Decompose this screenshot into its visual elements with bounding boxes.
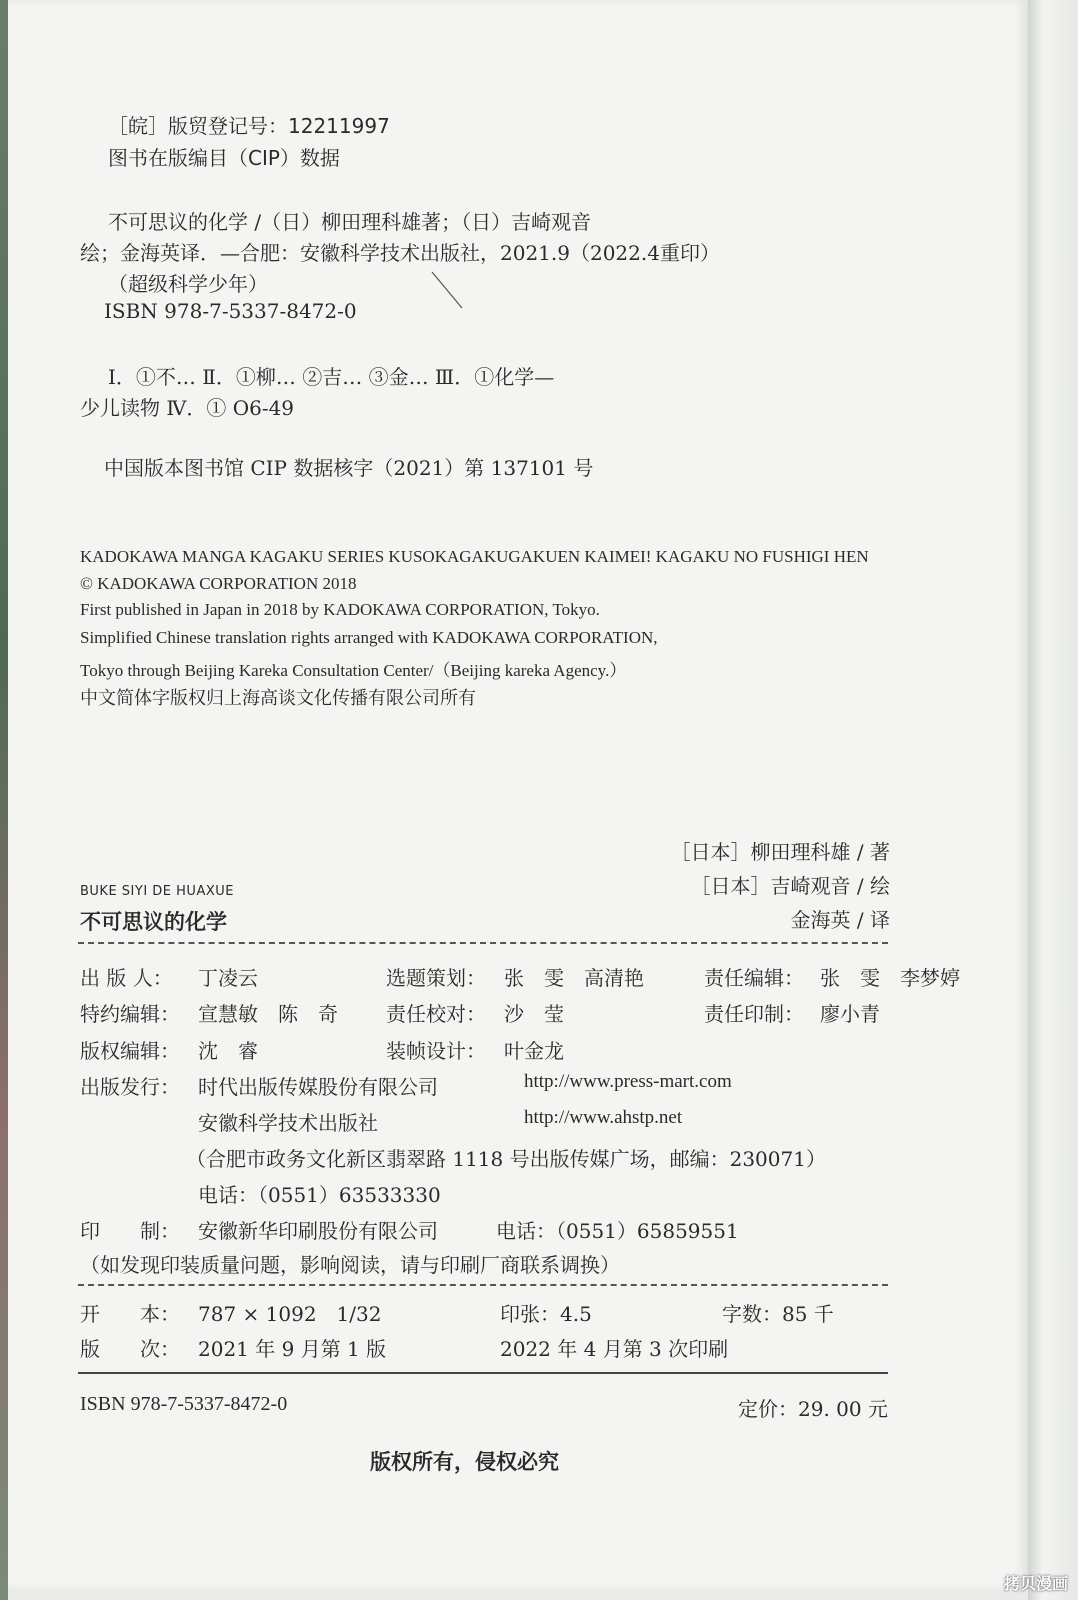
translator-credit: 金海英 / 译: [790, 908, 890, 932]
editor-label: 责任编辑：: [704, 966, 804, 990]
cip-isbn: ISBN 978-7-5337-8472-0: [104, 299, 357, 323]
page-edge-left: [0, 0, 8, 1600]
cip-entry-line-2: 绘；金海英译．—合肥：安徽科学技术出版社，2021.9（2022.4重印）: [80, 241, 720, 265]
page-spine: [1028, 0, 1078, 1600]
publisher-group-url[interactable]: http://www.press-mart.com: [524, 1071, 732, 1092]
print-manager-label: 责任印制：: [704, 1002, 804, 1026]
footer-isbn: ISBN 978-7-5337-8472-0: [80, 1393, 288, 1415]
format-label: 开 本：: [80, 1302, 180, 1326]
print-manager-name: 廖小青: [820, 1002, 880, 1026]
copyright-notice: © KADOKAWA CORPORATION 2018: [80, 574, 357, 593]
cip-entry-line-1: 不可思议的化学 /（日）柳田理科雄著；（日）吉崎观音: [108, 210, 592, 234]
publisher-group: 时代出版传媒股份有限公司: [198, 1075, 438, 1099]
printer-phone: 电话：（0551）65859551: [496, 1219, 739, 1243]
publisher-address: （合肥市政务文化新区翡翠路 1118 号出版传媒广场，邮编：230071）: [186, 1147, 826, 1171]
series-name: （超级科学少年）: [108, 272, 268, 296]
author-credit: ［日本］柳田理科雄 / 著: [670, 840, 890, 864]
classification-line-1: Ⅰ．①不… Ⅱ．①柳… ②吉… ③金… Ⅲ．①化学—: [108, 365, 555, 389]
publishing-house: 安徽科学技术出版社: [198, 1111, 378, 1135]
publisher-name: 丁凌云: [198, 966, 258, 990]
special-editor-names: 宣慧敏 陈 奇: [198, 1002, 338, 1026]
format-value: 787 × 1092 1/32: [198, 1302, 382, 1326]
impression-value: 2022 年 4 月第 3 次印刷: [500, 1337, 729, 1361]
rights-reserved: 版权所有，侵权必究: [370, 1450, 559, 1474]
designer-name: 叶金龙: [504, 1039, 564, 1063]
book-title: 不可思议的化学: [80, 910, 227, 934]
editor-names: 张 雯 李梦婷: [820, 966, 960, 990]
translation-rights-line-1: Simplified Chinese translation rights arranged with KADOKAWA CORPORATION,: [80, 628, 658, 647]
cip-title: 图书在版编目（CIP）数据: [108, 146, 340, 170]
printer-name: 安徽新华印刷股份有限公司: [198, 1219, 438, 1243]
illustrator-credit: ［日本］吉崎观音 / 绘: [690, 874, 890, 898]
classification-line-2: 少儿读物 Ⅳ．① O6-49: [80, 396, 295, 420]
book-title-pinyin: BUKE SIYI DE HUAXUE: [80, 884, 234, 899]
divider: [78, 1372, 888, 1374]
translation-rights-line-2: Tokyo through Beijing Kareka Consultation Center/（Beijing kareka Agency.）: [80, 661, 627, 680]
publisher-phone: 电话：（0551）63533330: [198, 1183, 441, 1207]
proofreader-label: 责任校对：: [386, 1002, 486, 1026]
special-editor-label: 特约编辑：: [80, 1002, 180, 1026]
publisher-label: 出 版 人：: [80, 966, 173, 990]
chinese-rights-notice: 中文简体字版权归上海高谈文化传播有限公司所有: [80, 688, 476, 709]
quality-notice: （如发现印装质量问题，影响阅读，请与印刷厂商联系调换）: [80, 1253, 620, 1277]
registration-number: ［皖］版贸登记号：12211997: [108, 114, 390, 138]
proofreader-name: 沙 莹: [504, 1002, 564, 1026]
word-count: 字数：85 千: [722, 1302, 834, 1326]
planning-label: 选题策划：: [386, 966, 486, 990]
copyright-editor-label: 版权编辑：: [80, 1039, 180, 1063]
divider: [78, 942, 888, 944]
publishing-house-url[interactable]: http://www.ahstp.net: [524, 1107, 683, 1128]
divider: [78, 1284, 888, 1286]
print-sheets: 印张：4.5: [500, 1302, 592, 1326]
first-published-notice: First published in Japan in 2018 by KADOKAWA CORPORATION, Tokyo.: [80, 600, 600, 619]
printing-label: 印 制：: [80, 1219, 180, 1243]
edition-label: 版 次：: [80, 1337, 180, 1361]
edition-value: 2021 年 9 月第 1 版: [198, 1337, 387, 1361]
cip-approval-number: 中国版本图书馆 CIP 数据核字（2021）第 137101 号: [104, 456, 594, 480]
distribution-label: 出版发行：: [80, 1075, 180, 1099]
pen-mark: [428, 268, 468, 312]
design-label: 装帧设计：: [386, 1039, 486, 1063]
planning-names: 张 雯 高清艳: [504, 966, 644, 990]
copyright-editor-name: 沈 睿: [198, 1039, 258, 1063]
price: 定价：29. 00 元: [738, 1397, 888, 1421]
watermark: 拷贝漫画: [1003, 1574, 1068, 1593]
original-series-title: KADOKAWA MANGA KAGAKU SERIES KUSOKAGAKUGAKUEN KAIMEI! KAGAKU NO FUSHIGI HEN: [80, 547, 869, 566]
